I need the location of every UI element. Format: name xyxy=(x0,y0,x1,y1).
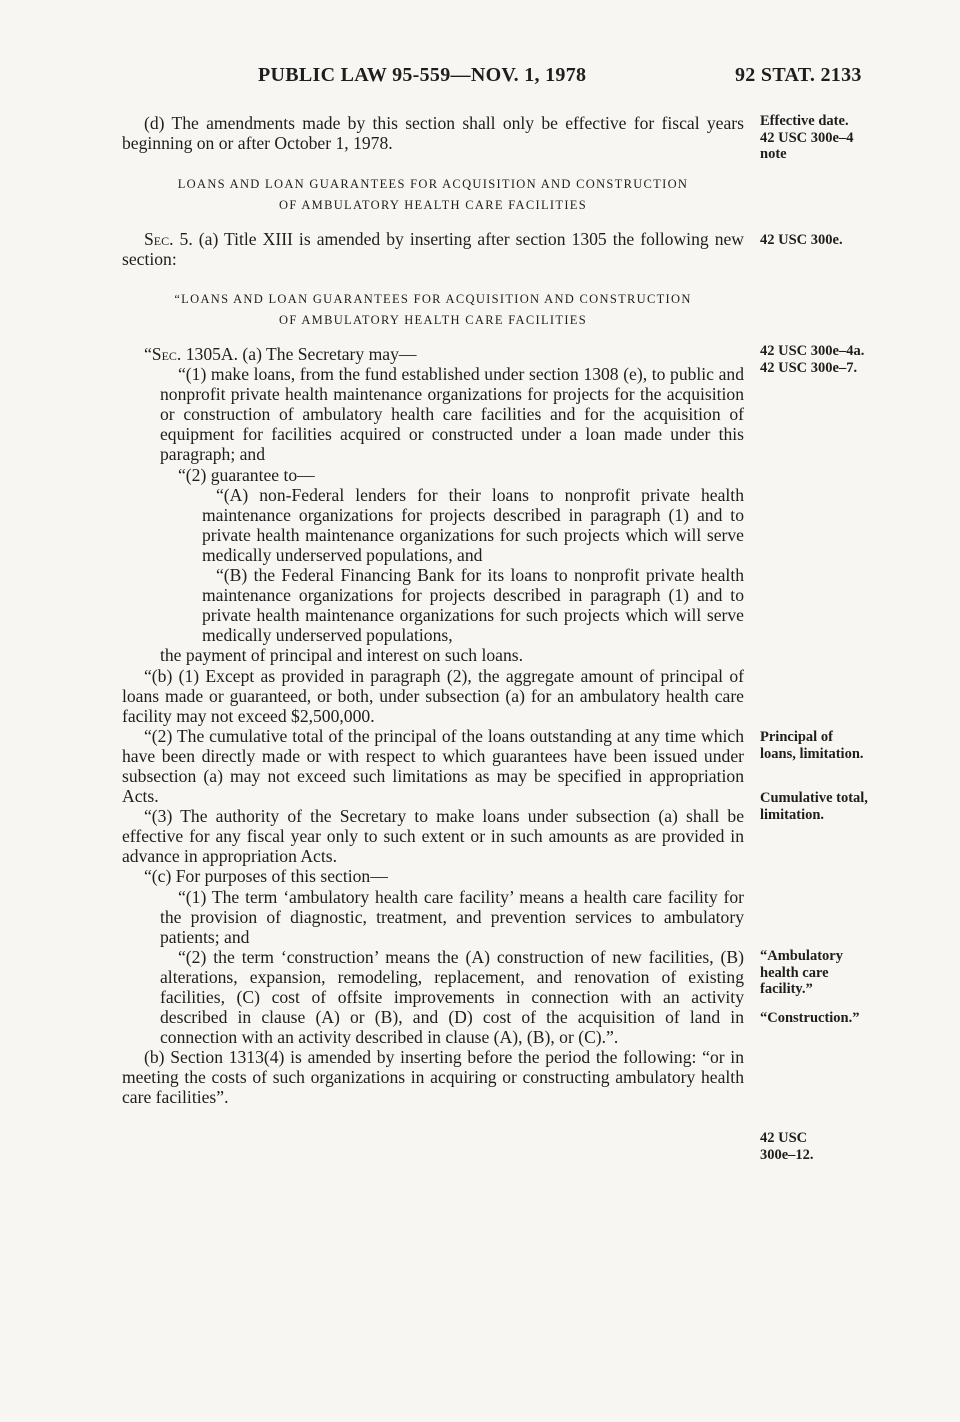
clause-c: “(c) For purposes of this section— xyxy=(144,866,388,887)
sec-1305a-text: 1305A. (a) The Secretary may— xyxy=(181,344,417,364)
section-5-b: (b) Section 1313(4) is amended by inserting before the period the following: “or in meeting the costs of such organizations in acquiring or constructing ambulatory health care facilities”. xyxy=(122,1047,744,1108)
section-heading-2 xyxy=(122,289,744,331)
margin-note-effective-line2: 42 USC 300e–4 xyxy=(760,129,854,146)
page-header-stat: 92 STAT. 2133 xyxy=(735,64,862,86)
margin-note-principal-line2: loans, limitation. xyxy=(760,745,864,762)
paragraph-d xyxy=(122,113,744,153)
clause-a2-A: “(A) non-Federal lenders for their loans to nonprofit private health maintenance organizations for projects described in paragraph (1) and to private health maintenance organizations for such projects which will serve medically underserved populations, and xyxy=(202,484,744,565)
margin-note-construction: “Construction.” xyxy=(760,1010,860,1026)
margin-note-ambulatory-line2: health care xyxy=(760,964,829,981)
margin-note-300e-12 xyxy=(760,1130,950,1163)
section-heading-2-line2: OF AMBULATORY HEALTH CARE FACILITIES xyxy=(279,313,587,327)
margin-note-effective-line3: note xyxy=(760,146,787,162)
section-heading-1-line2: OF AMBULATORY HEALTH CARE FACILITIES xyxy=(279,198,587,212)
margin-note-300e-12-line2: 300e–12. xyxy=(760,1146,814,1163)
section-heading-1-line1: LOANS AND LOAN GUARANTEES FOR ACQUISITION AND CONSTRUCTION xyxy=(177,177,689,191)
clause-a-tail: the payment of principal and interest on such loans. xyxy=(160,645,524,666)
margin-note-ambulatory-line1: “Ambulatory xyxy=(760,948,843,964)
margin-note-principal-line1: Principal of xyxy=(760,729,833,745)
margin-note-effective-date xyxy=(760,113,950,163)
margin-note-effective-line1: Effective date. xyxy=(760,113,849,129)
section-5-intro xyxy=(122,229,744,269)
margin-note-cumulative-line1: Cumulative total, xyxy=(760,790,868,806)
clause-c1: “(1) The term ‘ambulatory health care facility’ means a health care facility for the provision of diagnostic, treatment, and prevention services to ambulatory patients; and xyxy=(160,886,744,947)
margin-note-principal xyxy=(760,729,950,762)
page-header-title: PUBLIC LAW 95-559—NOV. 1, 1978 xyxy=(258,64,587,86)
section-5-label: Sec. 5. xyxy=(144,229,193,249)
margin-note-300e-4a: 42 USC 300e–4a. xyxy=(760,343,865,359)
margin-note-ambulatory xyxy=(760,948,950,998)
section-heading-1 xyxy=(122,174,744,216)
clause-c2: “(2) the term ‘construction’ means the (A) construction of new facilities, (B) alterations, expansion, remodeling, replacement, and renovation of existing facilities, (C) cost of offsite improvements in connection with an activity described in clause (A) or (B), and (D) cost of the acquisition of land in connection with an activity described in clause (A), (B), or (C).”. xyxy=(160,946,744,1048)
margin-note-cumulative xyxy=(760,790,950,823)
paragraph-d-text: (d) The amendments made by this section shall only be effective for fiscal years beginning on or after October 1, 1978. xyxy=(122,113,744,154)
clause-a2: “(2) guarantee to— xyxy=(178,464,315,485)
clause-a2-B: “(B) the Federal Financing Bank for its loans to nonprofit private health maintenance organizations for projects described in paragraph (1) and to private health maintenance organizations for such projects which will serve medically underserved populations, xyxy=(202,565,744,646)
sec-1305a-label: “Sec. xyxy=(144,344,182,364)
section-1305a-body xyxy=(122,344,744,1108)
margin-note-ambulatory-line3: facility.” xyxy=(760,981,813,997)
margin-note-300e: 42 USC 300e. xyxy=(760,232,843,248)
clause-b1: “(b) (1) Except as provided in paragraph (2), the aggregate amount of principal of loans made or guaranteed, or both, under subsection (a) for an ambulatory health care facility may not exceed $2,500,000. xyxy=(122,665,744,726)
clause-a1: “(1) make loans, from the fund established under section 1308 (e), to public and nonprofit private health maintenance organizations for projects for the acquisition or construction of ambulatory health care facilities and for the acquisition of equipment for facilities acquired or constructed under a loan made under this paragraph; and xyxy=(160,364,744,465)
sec-1305a-intro xyxy=(122,344,744,364)
clause-b2: “(2) The cumulative total of the principal of the loans outstanding at any time which have been directly made or with respect to which guarantees have been issued under subsection (a) may not exceed such limitations as may be specified in appropriation Acts. xyxy=(122,725,744,807)
margin-note-cumulative-line2: limitation. xyxy=(760,806,825,823)
clause-b3: “(3) The authority of the Secretary to make loans under subsection (a) shall be effective for any fiscal year only to such extent or in such amounts as are provided in advance in appropriation Acts. xyxy=(122,806,744,867)
section-heading-2-line1: “LOANS AND LOAN GUARANTEES FOR ACQUISITION AND CONSTRUCTION xyxy=(174,292,692,306)
margin-note-300e-7: 42 USC 300e–7. xyxy=(760,360,858,376)
margin-note-300e-12-line1: 42 USC xyxy=(760,1130,808,1146)
section-5-text: (a) Title XIII is amended by inserting after section 1305 the following new section: xyxy=(122,229,745,270)
